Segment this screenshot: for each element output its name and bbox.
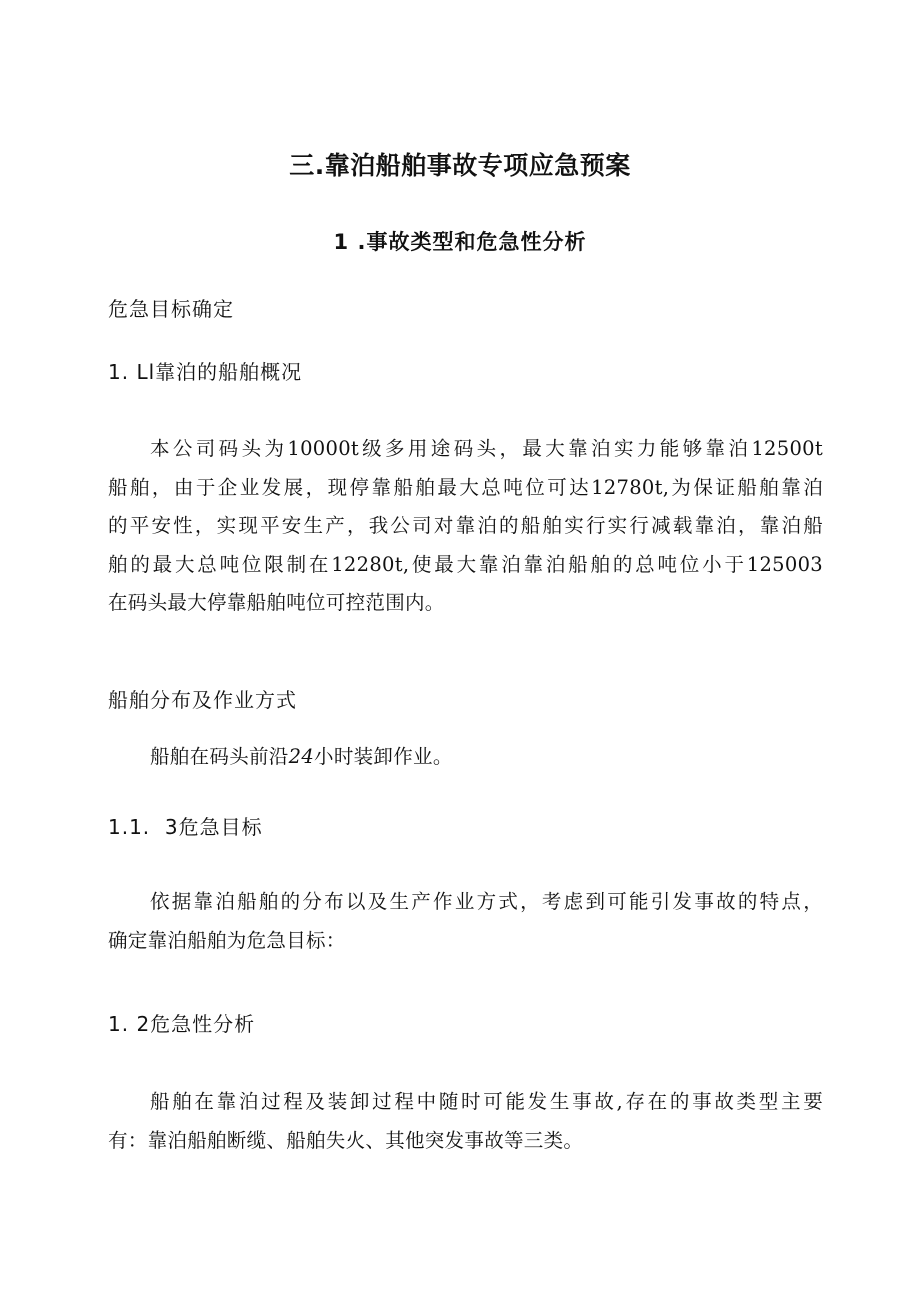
paragraph-hours-number: 24 — [288, 745, 315, 768]
paragraph-line: 确定靠泊船舶为危急目标： — [108, 928, 346, 952]
heading-berthing-overview: 1. Ll靠泊的船舶概况 — [108, 360, 303, 384]
paragraph-hazard-analysis — [108, 1083, 823, 1160]
paragraph-line: 的平安性，实现平安生产，我公司对靠泊的船舶实行实行减载靠泊，靠泊船 — [108, 514, 823, 537]
paragraph-line: 舶的最大总吨位限制在12280t,使最大靠泊靠泊船舶的总吨位小于125003 — [108, 552, 823, 576]
heading-hazard-target: 危急目标确定 — [108, 297, 234, 321]
paragraph-ship-operations — [108, 738, 823, 777]
paragraph-line: 有：靠泊船舶断缆、船舶失火、其他突发事故等三类。 — [108, 1128, 584, 1152]
paragraph-line: 船舶，由于企业发展，现停靠船舶最大总吨位可达12780t,为保证船舶靠泊 — [108, 475, 823, 499]
heading-ship-distribution: 船舶分布及作业方式 — [108, 688, 297, 712]
paragraph-line: 依据靠泊船舶的分布以及生产作业方式，考虑到可能引发事故的特点， — [150, 890, 823, 913]
page-title: 三.靠泊船舶事故专项应急预案 — [289, 151, 631, 180]
paragraph-line: 船舶在靠泊过程及装卸过程中随时可能发生事故,存在的事故类型主要 — [150, 1090, 823, 1113]
heading-hazard-targets: 1.1. 3危急目标 — [108, 815, 263, 839]
paragraph-text-before: 船舶在码头前沿 — [150, 745, 289, 768]
paragraph-line: 在码头最大停靠船舶吨位可控范围内。 — [108, 591, 445, 614]
heading-hazard-analysis: 1. 2危急性分析 — [108, 1012, 256, 1036]
paragraph-hazard-targets — [108, 883, 823, 960]
paragraph-line: 本公司码头为10000t级多用途码头，最大靠泊实力能够靠泊12500t — [150, 437, 823, 460]
paragraph-text-after: 小时装卸作业。 — [314, 745, 453, 768]
paragraph-berthing-overview — [108, 430, 823, 623]
section-heading: 1 .事故类型和危急性分析 — [333, 230, 587, 254]
